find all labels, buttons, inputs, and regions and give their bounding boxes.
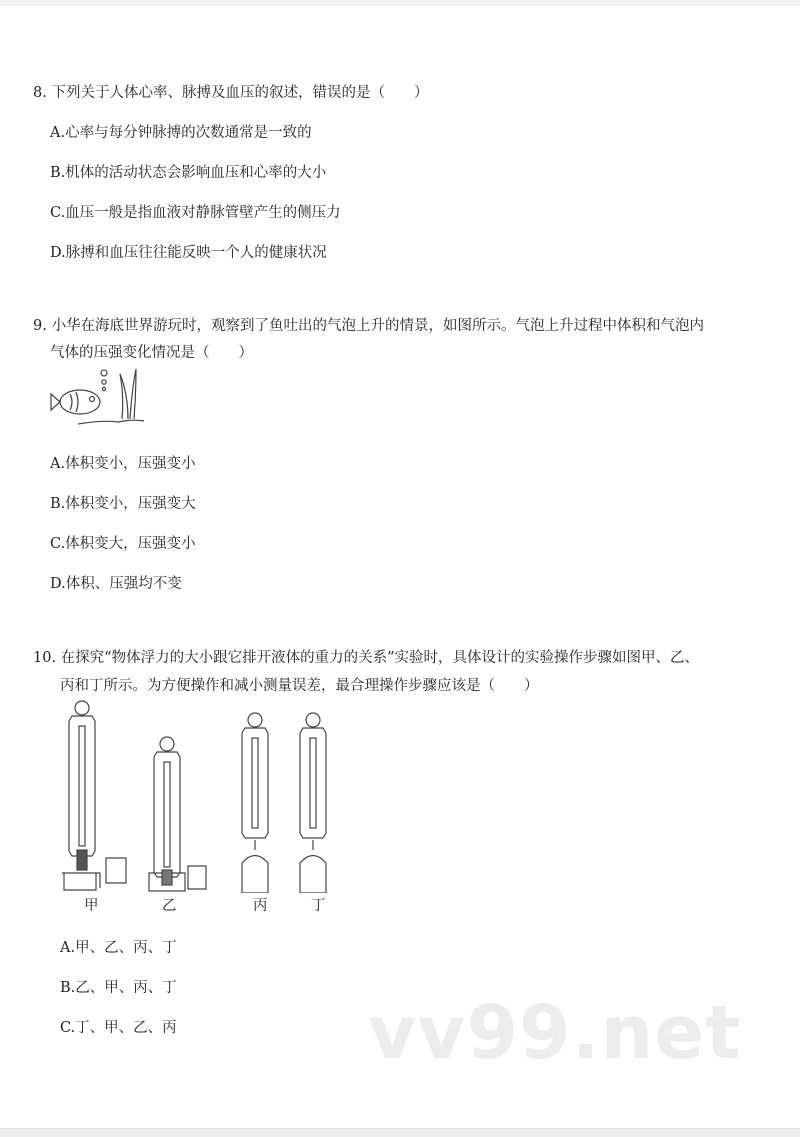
option-c: C.丁、甲、乙、丙 [60,1020,177,1036]
option-a: A.体积变小，压强变小 [50,456,196,472]
top-edge [0,0,800,6]
spring-scale-figure [50,698,340,893]
question-stem-line2: 丙和丁所示。为方便操作和减小测量误差，最合理操作步骤应该是（ ） [60,678,539,694]
watermark: vv99.net [368,990,742,1076]
option-c: C.体积变大，压强变小 [50,536,196,552]
question-stem-line2: 气体的压强变化情况是（ ） [50,345,253,361]
question-stem: 9. 小华在海底世界游玩时，观察到了鱼吐出的气泡上升的情景，如图所示。气泡上升过程中体积和气泡内 [33,318,704,334]
option-d: D.体积、压强均不变 [50,576,182,592]
option-a: A.心率与每分钟脉搏的次数通常是一致的 [50,125,312,141]
option-b: B.体积变小，压强变大 [50,496,196,512]
option-b: B.乙、甲、丙、丁 [60,980,177,996]
option-c: C.血压一般是指血液对静脉管壁产生的侧压力 [50,205,341,221]
figure-label-ding: 丁 [311,898,326,914]
figure-label-yi: 乙 [162,898,177,914]
option-b: B.机体的活动状态会影响血压和心率的大小 [50,165,327,181]
fish-bubbles-figure [48,364,158,426]
option-a: A.甲、乙、丙、丁 [60,940,177,956]
figure-label-bing: 丙 [253,898,268,914]
figure-label-jia: 甲 [84,898,99,914]
question-stem: 8. 下列关于人体心率、脉搏及血压的叙述，错误的是（ ） [33,85,429,101]
bottom-edge [0,1128,800,1137]
question-stem: 10. 在探究“物体浮力的大小跟它排开液体的重力的关系”实验时，具体设计的实验操作步骤如图甲、乙、 [33,650,699,666]
option-d: D.脉搏和血压往往能反映一个人的健康状况 [50,245,327,261]
